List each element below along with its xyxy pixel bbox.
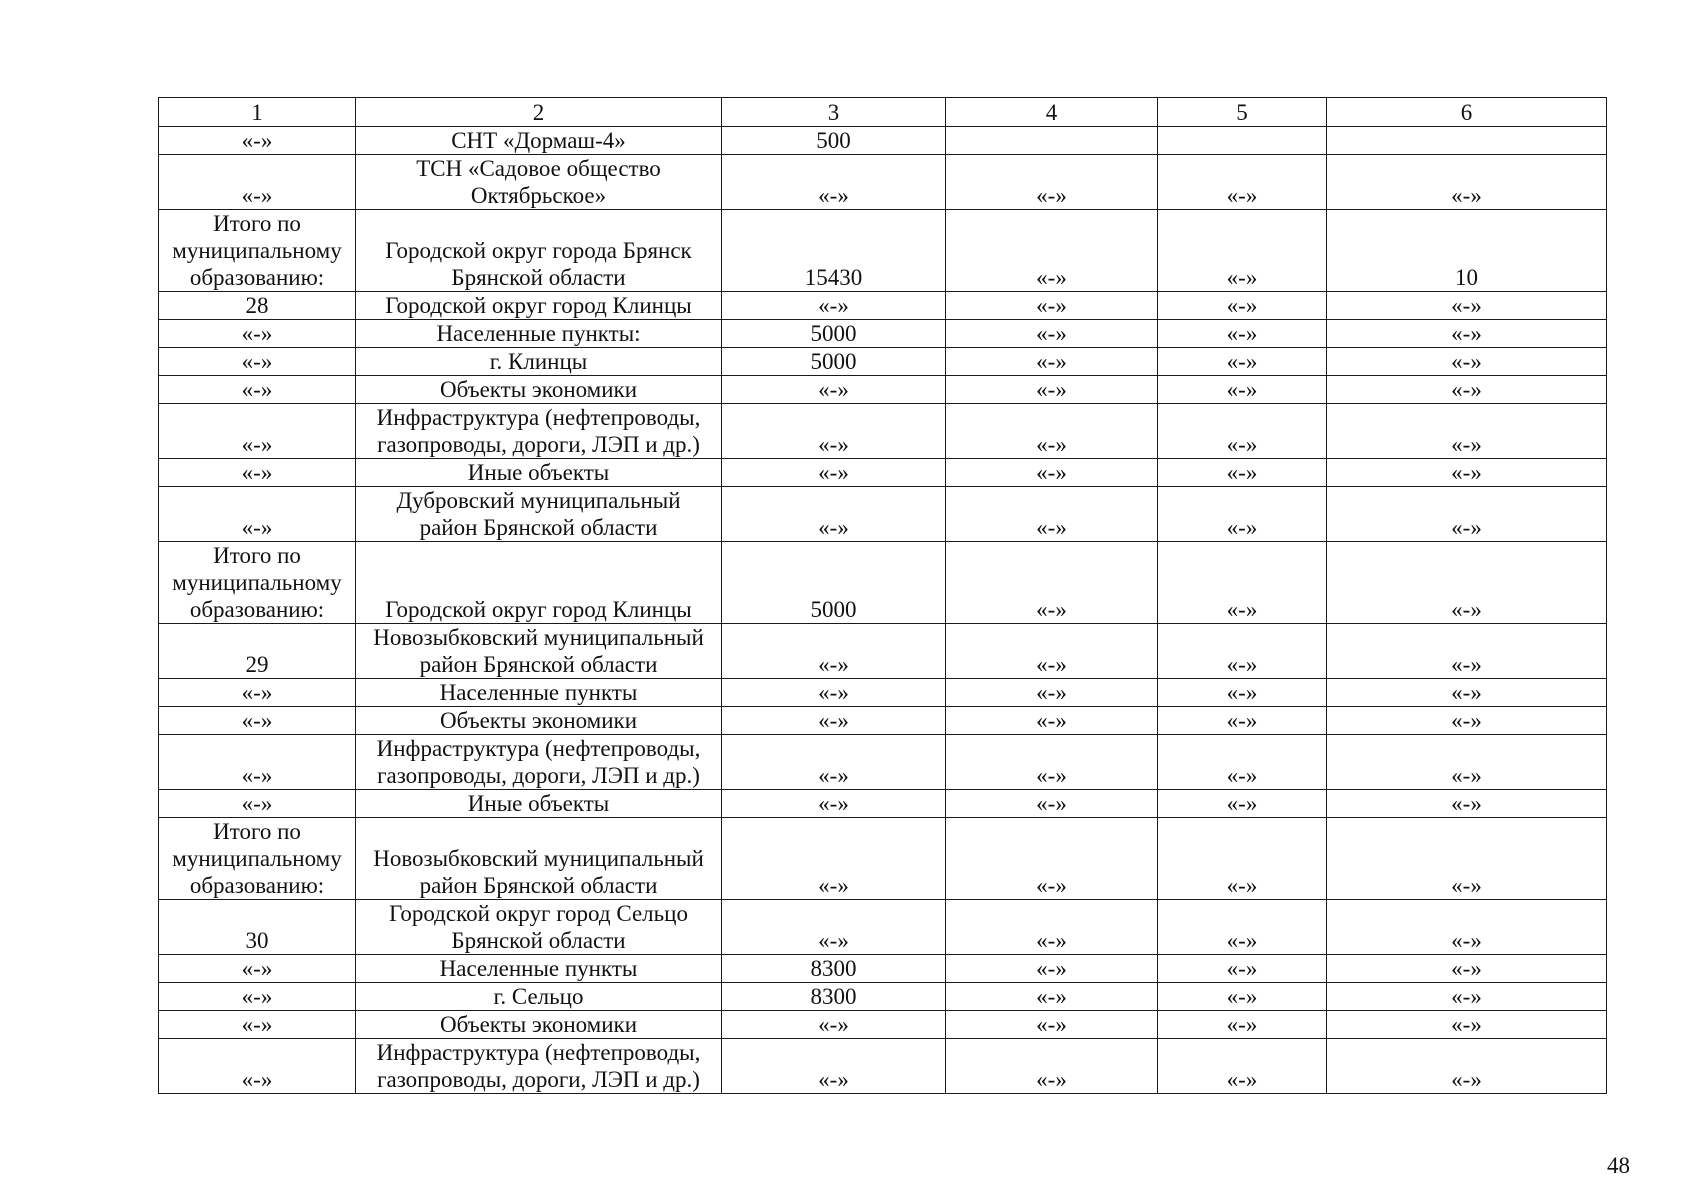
table-cell-col-6: «-»: [1327, 404, 1607, 459]
table-cell-col-6: «-»: [1327, 790, 1607, 818]
table-row: [159, 127, 1607, 155]
table-cell-col-3: 8300: [722, 983, 946, 1011]
table-cell-col-3: «-»: [722, 679, 946, 707]
table-cell-col-1: Итого по муниципальному образованию:: [159, 210, 356, 292]
table-row: [159, 735, 1607, 790]
table-cell-col-2: ТСН «Садовое общество Октябрьское»: [356, 155, 722, 210]
table-cell-col-3: «-»: [722, 900, 946, 955]
table-row: [159, 1039, 1607, 1094]
table-cell-col-4: «-»: [946, 679, 1158, 707]
table-cell-col-4: «-»: [946, 1039, 1158, 1094]
table-cell-col-5: «-»: [1158, 459, 1327, 487]
table-cell-col-6: [1327, 127, 1607, 155]
table-cell-col-5: «-»: [1158, 320, 1327, 348]
table-cell-col-1: 29: [159, 624, 356, 679]
table-cell-col-4: «-»: [946, 320, 1158, 348]
table-cell-col-6: «-»: [1327, 292, 1607, 320]
table-cell-col-1: «-»: [159, 983, 356, 1011]
table-cell-col-4: «-»: [946, 1011, 1158, 1039]
table-cell-col-6: «-»: [1327, 900, 1607, 955]
table-cell-col-6: «-»: [1327, 1011, 1607, 1039]
table-row: [159, 459, 1607, 487]
table-cell-col-2: Новозыбковский муниципальный район Брянской области: [356, 624, 722, 679]
table-row: [159, 983, 1607, 1011]
table-cell-col-4: «-»: [946, 292, 1158, 320]
table-cell-col-4: «-»: [946, 155, 1158, 210]
table-cell-col-1: «-»: [159, 459, 356, 487]
table-cell-col-5: «-»: [1158, 487, 1327, 542]
table-cell-col-5: «-»: [1158, 348, 1327, 376]
table-cell-col-1: «-»: [159, 1039, 356, 1094]
table-cell-col-6: «-»: [1327, 348, 1607, 376]
table-cell-col-2: г. Сельцо: [356, 983, 722, 1011]
table-cell-col-5: «-»: [1158, 376, 1327, 404]
table-cell-col-1: Итого по муниципальному образованию:: [159, 818, 356, 900]
table-row: [159, 624, 1607, 679]
table-cell-col-3: «-»: [722, 1011, 946, 1039]
table-cell-col-1: «-»: [159, 679, 356, 707]
header-cell-2: 2: [356, 98, 722, 127]
table-cell-col-5: «-»: [1158, 292, 1327, 320]
header-cell-6: 6: [1327, 98, 1607, 127]
table-cell-col-6: «-»: [1327, 459, 1607, 487]
table-row: [159, 900, 1607, 955]
table-cell-col-5: «-»: [1158, 679, 1327, 707]
data-table: [158, 97, 1607, 1094]
table-cell-col-4: «-»: [946, 735, 1158, 790]
table-cell-col-3: «-»: [722, 292, 946, 320]
table-cell-col-5: «-»: [1158, 210, 1327, 292]
table-cell-col-2: Объекты экономики: [356, 376, 722, 404]
table-cell-col-3: 5000: [722, 320, 946, 348]
table-row: [159, 320, 1607, 348]
table-cell-col-1: «-»: [159, 376, 356, 404]
table-cell-col-1: «-»: [159, 404, 356, 459]
table-row: [159, 487, 1607, 542]
table-row: [159, 542, 1607, 624]
table-cell-col-5: «-»: [1158, 1011, 1327, 1039]
table-body: [159, 98, 1607, 1094]
table-cell-col-6: «-»: [1327, 679, 1607, 707]
table-cell-col-1: 30: [159, 900, 356, 955]
header-cell-5: 5: [1158, 98, 1327, 127]
table-cell-col-3: «-»: [722, 707, 946, 735]
table-row: [159, 790, 1607, 818]
table-cell-col-3: 5000: [722, 542, 946, 624]
table-cell-col-3: «-»: [722, 735, 946, 790]
table-cell-col-4: «-»: [946, 955, 1158, 983]
table-cell-col-4: [946, 127, 1158, 155]
table-cell-col-2: Городской округ города Брянск Брянской области: [356, 210, 722, 292]
table-cell-col-6: «-»: [1327, 624, 1607, 679]
table-cell-col-5: «-»: [1158, 983, 1327, 1011]
table-row: [159, 210, 1607, 292]
table-cell-col-6: «-»: [1327, 155, 1607, 210]
table-cell-col-6: «-»: [1327, 320, 1607, 348]
table-cell-col-6: «-»: [1327, 735, 1607, 790]
page-number: 48: [1607, 1153, 1630, 1178]
table-cell-col-2: Иные объекты: [356, 459, 722, 487]
table-row: [159, 292, 1607, 320]
table-cell-col-5: «-»: [1158, 900, 1327, 955]
table-cell-col-5: «-»: [1158, 404, 1327, 459]
table-cell-col-5: «-»: [1158, 818, 1327, 900]
table-cell-col-2: Городской округ город Клинцы: [356, 292, 722, 320]
table-cell-col-2: Населенные пункты: [356, 955, 722, 983]
table-cell-col-1: «-»: [159, 155, 356, 210]
table-cell-col-3: «-»: [722, 459, 946, 487]
table-cell-col-4: «-»: [946, 542, 1158, 624]
table-cell-col-2: Населенные пункты:: [356, 320, 722, 348]
table-cell-col-3: 15430: [722, 210, 946, 292]
table-cell-col-3: «-»: [722, 790, 946, 818]
table-cell-col-2: Объекты экономики: [356, 1011, 722, 1039]
table-cell-col-3: «-»: [722, 1039, 946, 1094]
table-cell-col-3: «-»: [722, 404, 946, 459]
table-cell-col-4: «-»: [946, 983, 1158, 1011]
table-cell-col-5: «-»: [1158, 790, 1327, 818]
table-cell-col-1: «-»: [159, 320, 356, 348]
table-cell-col-1: «-»: [159, 735, 356, 790]
table-row: [159, 348, 1607, 376]
table-cell-col-6: «-»: [1327, 376, 1607, 404]
table-cell-col-4: «-»: [946, 487, 1158, 542]
table-cell-col-1: 28: [159, 292, 356, 320]
table-cell-col-4: «-»: [946, 459, 1158, 487]
table-cell-col-1: Итого по муниципальному образованию:: [159, 542, 356, 624]
table-cell-col-3: 500: [722, 127, 946, 155]
table-cell-col-2: Населенные пункты: [356, 679, 722, 707]
table-cell-col-6: «-»: [1327, 487, 1607, 542]
table-cell-col-3: «-»: [722, 818, 946, 900]
table-cell-col-2: Инфраструктура (нефтепроводы, газопроводы, дороги, ЛЭП и др.): [356, 735, 722, 790]
table-cell-col-2: Инфраструктура (нефтепроводы, газопроводы, дороги, ЛЭП и др.): [356, 404, 722, 459]
table-row: [159, 155, 1607, 210]
table-cell-col-3: «-»: [722, 624, 946, 679]
header-cell-4: 4: [946, 98, 1158, 127]
table-cell-col-2: Объекты экономики: [356, 707, 722, 735]
table-cell-col-6: 10: [1327, 210, 1607, 292]
table-cell-col-1: «-»: [159, 1011, 356, 1039]
table-cell-col-3: «-»: [722, 155, 946, 210]
table-cell-col-2: Иные объекты: [356, 790, 722, 818]
table-cell-col-5: «-»: [1158, 624, 1327, 679]
table-cell-col-5: «-»: [1158, 1039, 1327, 1094]
table-cell-col-6: «-»: [1327, 818, 1607, 900]
table-cell-col-3: «-»: [722, 487, 946, 542]
table-cell-col-3: «-»: [722, 376, 946, 404]
table-cell-col-5: «-»: [1158, 542, 1327, 624]
table-cell-col-1: «-»: [159, 955, 356, 983]
table-cell-col-4: «-»: [946, 376, 1158, 404]
table-cell-col-4: «-»: [946, 900, 1158, 955]
table-cell-col-5: «-»: [1158, 735, 1327, 790]
table-cell-col-4: «-»: [946, 348, 1158, 376]
table-header-row: [159, 98, 1607, 127]
table-cell-col-5: [1158, 127, 1327, 155]
table-cell-col-1: «-»: [159, 790, 356, 818]
table-cell-col-6: «-»: [1327, 542, 1607, 624]
table-cell-col-2: Дубровский муниципальный район Брянской области: [356, 487, 722, 542]
table-cell-col-1: «-»: [159, 127, 356, 155]
table-cell-col-2: Инфраструктура (нефтепроводы, газопроводы, дороги, ЛЭП и др.): [356, 1039, 722, 1094]
table-cell-col-2: Городской округ город Сельцо Брянской области: [356, 900, 722, 955]
table-cell-col-4: «-»: [946, 624, 1158, 679]
table-cell-col-2: СНТ «Дормаш-4»: [356, 127, 722, 155]
table-cell-col-4: «-»: [946, 210, 1158, 292]
table-cell-col-5: «-»: [1158, 707, 1327, 735]
table-cell-col-4: «-»: [946, 790, 1158, 818]
table-row: [159, 707, 1607, 735]
table-cell-col-2: г. Клинцы: [356, 348, 722, 376]
table-cell-col-1: «-»: [159, 487, 356, 542]
table-row: [159, 818, 1607, 900]
table-cell-col-2: Городской округ город Клинцы: [356, 542, 722, 624]
header-cell-3: 3: [722, 98, 946, 127]
table-cell-col-6: «-»: [1327, 983, 1607, 1011]
table-cell-col-1: «-»: [159, 707, 356, 735]
table-cell-col-3: 8300: [722, 955, 946, 983]
table-cell-col-5: «-»: [1158, 955, 1327, 983]
table-cell-col-4: «-»: [946, 818, 1158, 900]
table-row: [159, 404, 1607, 459]
table-cell-col-6: «-»: [1327, 1039, 1607, 1094]
table-cell-col-4: «-»: [946, 404, 1158, 459]
table-cell-col-6: «-»: [1327, 707, 1607, 735]
table-row: [159, 1011, 1607, 1039]
table-row: [159, 955, 1607, 983]
table-cell-col-6: «-»: [1327, 955, 1607, 983]
header-cell-1: 1: [159, 98, 356, 127]
table-cell-col-3: 5000: [722, 348, 946, 376]
table-cell-col-2: Новозыбковский муниципальный район Брянской области: [356, 818, 722, 900]
table-cell-col-4: «-»: [946, 707, 1158, 735]
table-cell-col-5: «-»: [1158, 155, 1327, 210]
table-row: [159, 679, 1607, 707]
table-cell-col-1: «-»: [159, 348, 356, 376]
table-row: [159, 376, 1607, 404]
